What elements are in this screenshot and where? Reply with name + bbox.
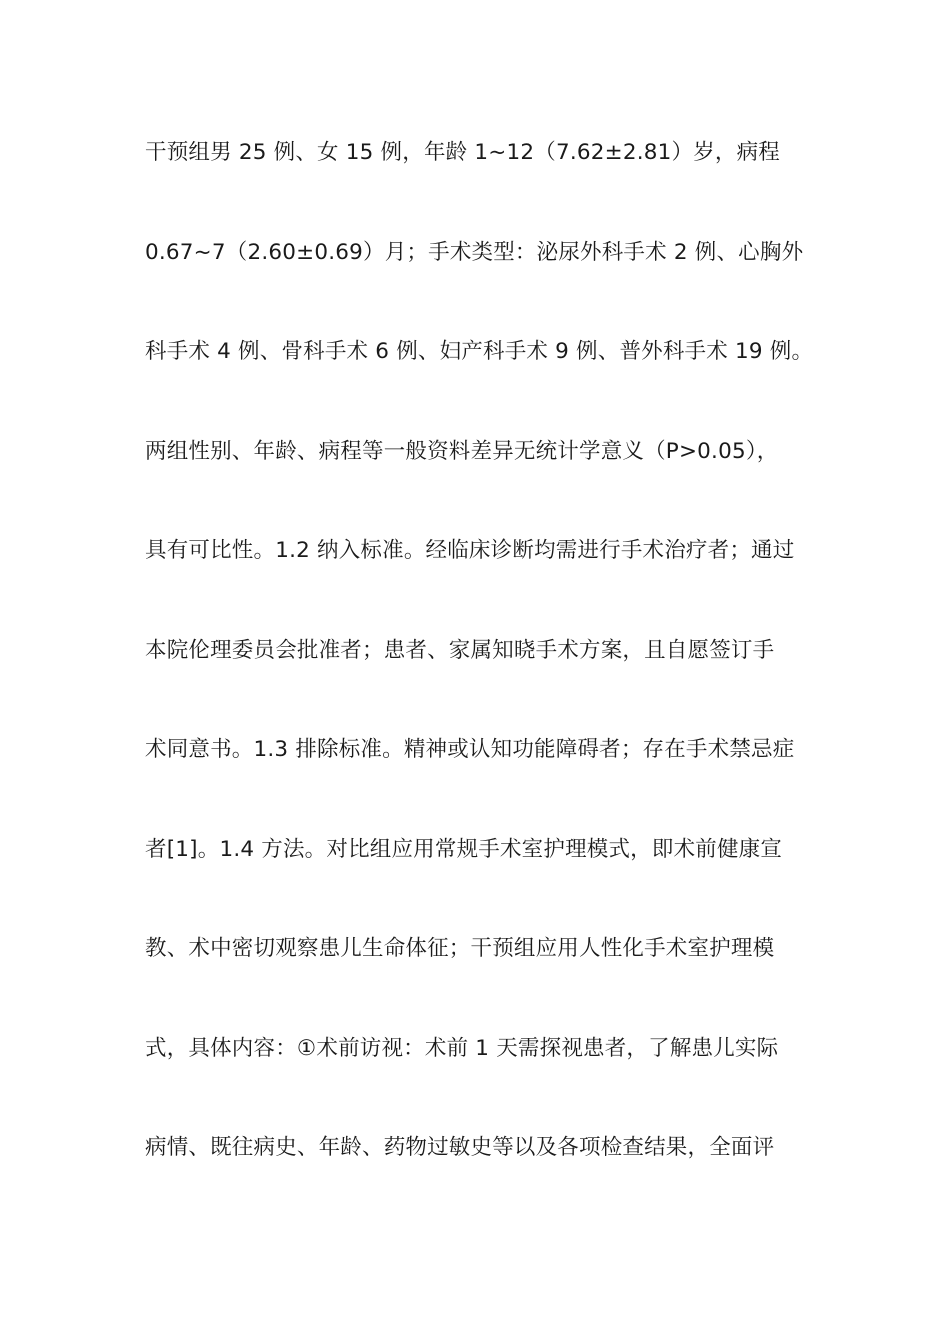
text-line: 病情、既往病史、年龄、药物过敏史等以及各项检查结果，全面评: [145, 1135, 775, 1160]
text-line: 0.67~7（2.60±0.69）月；手术类型：泌尿外科手术 2 例、心胸外: [145, 239, 804, 265]
text-line: 两组性别、年龄、病程等一般资料差异无统计学意义（P>0.05），: [145, 438, 779, 464]
text-line: 者[1]。1.4 方法。对比组应用常规手术室护理模式，即术前健康宣: [145, 836, 783, 862]
text-line: 教、术中密切观察患儿生命体征；干预组应用人性化手术室护理模: [145, 936, 775, 961]
text-line: 科手术 4 例、骨科手术 6 例、妇产科手术 9 例、普外科手术 19 例。: [145, 339, 814, 364]
text-line: 式，具体内容：①术前访视：术前 1 天需探视患者，了解患儿实际: [145, 1035, 779, 1061]
text-line: 干预组男 25 例、女 15 例，年龄 1~12（7.62±2.81）岁，病程: [145, 140, 780, 165]
text-line: 术同意书。1.3 排除标准。精神或认知功能障碍者；存在手术禁忌症: [145, 737, 795, 762]
body-text: [145, 130, 814, 1225]
text-line: 本院伦理委员会批准者；患者、家属知晓手术方案，且自愿签订手: [145, 637, 775, 663]
text-line: 具有可比性。1.2 纳入标准。经临床诊断均需进行手术治疗者；通过: [145, 538, 795, 563]
